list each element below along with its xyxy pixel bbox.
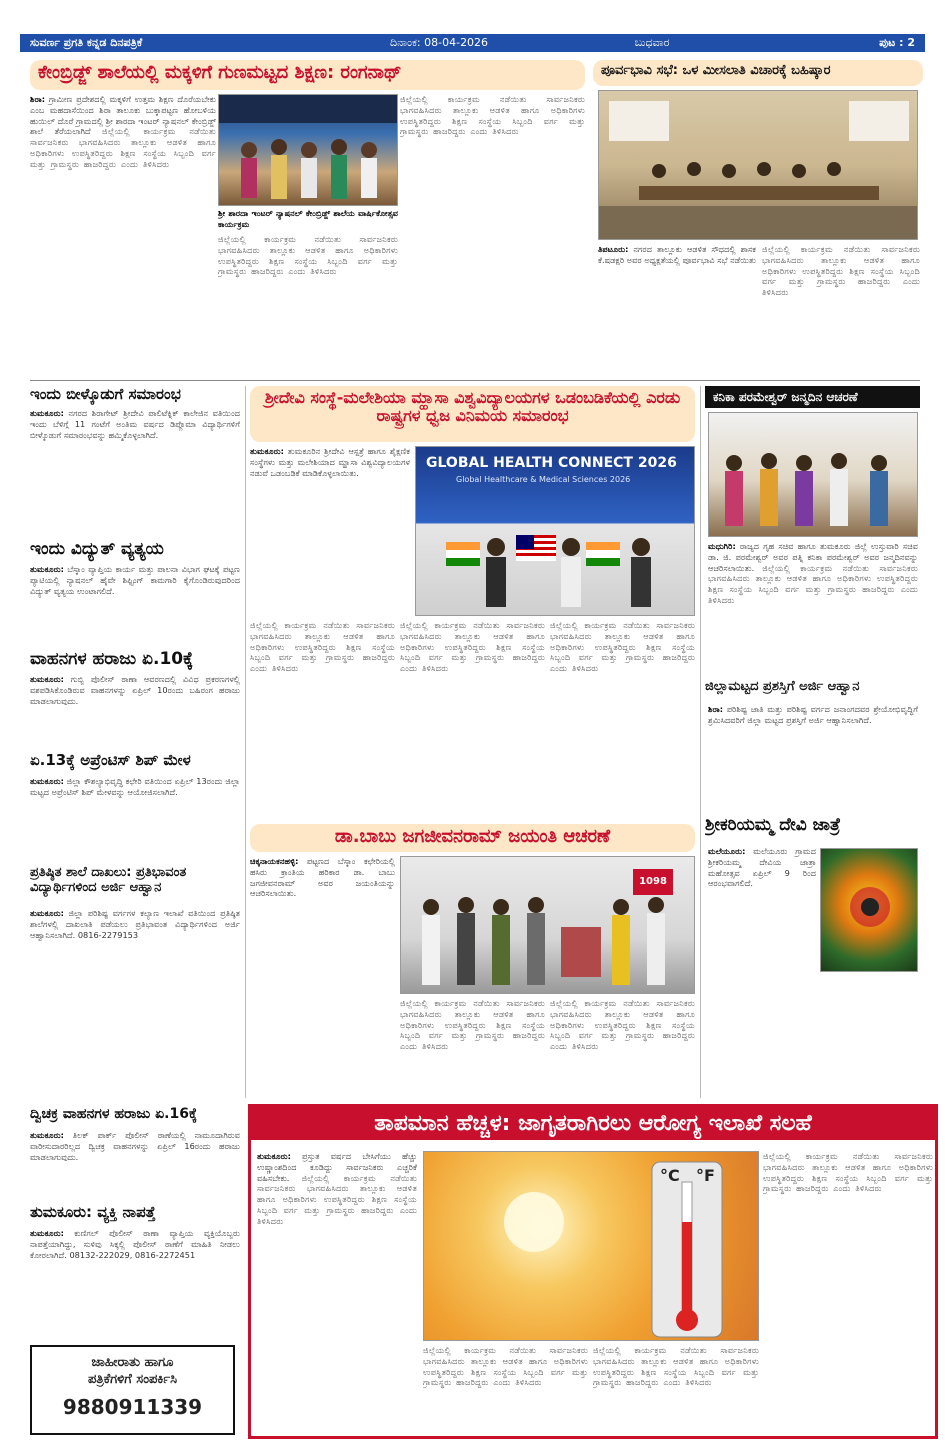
malaysia-body-col1 [250,446,410,616]
heat-photo [423,1151,759,1341]
kanika-headline-box [705,386,920,408]
shreekariyamma-body [708,846,816,1096]
malaysia-filler: ಜಿಲ್ಲೆಯಲ್ಲಿ ಕಾರ್ಯಕ್ರಮ ನಡೆಯಿತು ಸಾರ್ವಜನಿಕರು ಭಾಗವಹಿಸಿದರು ತಾಲ್ಲೂಕು ಆಡಳಿತ ಹಾಗೂ ಅಧಿಕಾರಿಗಳು ಉಪಸ್ಥಿತರಿದ್ದರು ಶಿಕ್ಷಣ ಸಂಸ್ಥೆಯ ಸಿಬ್ಬಂದಿ ವರ್ಗ ಮತ್ತು ಗ್ರಾಮಸ್ಥರು ಹಾಜರಿದ್ದರು ಎಂದು ತಿಳಿಸಿದರು [250,620,395,674]
naapatte-phone: 08132-222029, 0816-2272451 [69,1249,196,1260]
heat-body-col3 [593,1345,759,1433]
meeting-photo [598,90,918,240]
dwichakra-headline: ದ್ವಿಚಕ್ರ ವಾಹನಗಳ ಹರಾಜು ಏ.16ಕ್ಕೆ [30,1106,198,1122]
jilla-dateline: ಶಿರಾ: [708,704,723,714]
issue-date: ದಿನಾಂಕ: 08-04-2026 [390,36,489,49]
kanika-photo [708,412,918,537]
haraju-a-lead: ಗುಬ್ಬಿ ಪೊಲೀಸ್ ಠಾಣಾ ಆವರಣದಲ್ಲಿ ವಿವಿಧ ಪ್ರಕರಣಗಳಲ್ಲಿ ವಶಪಡಿಸಿಕೊಂಡಿರುವ ವಾಹನಗಳನ್ನು ಏಪ್ರಿಲ್ 10ರಂದು ಬಹಿರಂಗ ಹರಾಜು ಮಾಡಲಾಗುವುದು. [30,674,240,706]
dwichakra-lead: ತಿಲಕ್ ಪಾರ್ಕ್ ಪೊಲೀಸ್ ಠಾಣೆಯಲ್ಲಿ ನಾಮೂದಾಗಿರುವ ವಾರೀಸುದಾರರಿಲ್ಲದ ದ್ವಿಚಕ್ರ ವಾಹನಗಳನ್ನು ಏಪ್ರಿಲ್ 16ರಂದು ಹರಾಜು ಮಾಡಲಾಗುವುದು. [30,1130,240,1162]
haraju-a-body [30,674,240,748]
dwichakra-body [30,1130,240,1200]
jilla-headline-box [705,680,920,702]
malaysia-flag-icon [516,535,556,561]
poorvabhavi-filler: ಜಿಲ್ಲೆಯಲ್ಲಿ ಕಾರ್ಯಕ್ರಮ ನಡೆಯಿತು ಸಾರ್ವಜನಿಕರು ಭಾಗವಹಿಸಿದರು ತಾಲ್ಲೂಕು ಆಡಳಿತ ಹಾಗೂ ಅಧಿಕಾರಿಗಳು ಉಪಸ್ಥಿತರಿದ್ದರು ಶಿಕ್ಷಣ ಸಂಸ್ಥೆಯ ಸಿಬ್ಬಂದಿ ವರ್ಗ ಮತ್ತು ಗ್ರಾಮಸ್ಥರು ಹಾಜರಿದ್ದರು ಎಂದು ತಿಳಿಸಿದರು [762,244,920,298]
advert-phone: 9880911339 [62,1394,203,1419]
kanika-headline: ಕನಿಕಾ ಪರಮೇಶ್ವರ್ ಜನ್ಮದಿನ ಆಚರಣೆ [713,390,858,404]
malaysia-headline: ಶ್ರೀದೇವಿ ಸಂಸ್ಥೆ-ಮಲೇಶಿಯಾ ಮ್ಹಾಸಾ ವಿಶ್ವವಿದ್ಯಾಲಯಗಳ ಒಡಂಬಡಿಕೆಯಲ್ಲಿ ಎರಡು ರಾಷ್ಟ್ರಗಳ ಧ್ವಜ ವಿನಿಮಯ ಸಮಾರಂಭ [264,388,681,426]
column-rule-2 [700,386,701,1098]
heat-body-col4 [763,1151,933,1433]
malaysia-lead: ತುಮಕೂರಿನ ಶ್ರೀದೇವಿ ಆಸ್ಪತ್ರೆ ಹಾಗೂ ಶೈಕ್ಷಣಿಕ ಸಂಸ್ಥೆಗಳು ಮತ್ತು ಮಲೇಶಿಯಾದ ಮ್ಹಾಸಾ ವಿಶ್ವವಿದ್ಯಾಲಯಗಳ ನಡುವೆ ಒಡಂಬಡಿಕೆ ಮಾಡಿಕೊಳ್ಳಲಾಯಿತು. [250,446,410,478]
poorvabhavi-dateline: ತಿಪಟೂರು: [598,244,629,254]
haraju-a-dateline: ತುಮಕೂರು: [30,674,64,684]
advert-box [30,1345,235,1435]
pratishtita-phone: 0816-2279153 [77,929,139,940]
advert-line2: ಪತ್ರಿಕೆಗಳಿಗೆ ಸಂಪರ್ಕಿಸಿ [87,1371,178,1387]
shreekariyamma-headline-box [705,816,920,842]
jagjivan-body-col3 [550,998,695,1096]
beelkoodu-headline-box [30,386,240,406]
cambridge-body-col2 [400,94,585,374]
beelkoodu-dateline: ತುಮಕೂರು: [30,408,64,418]
deity-flower-illustration [821,849,918,972]
kanika-body [708,541,918,677]
mou-banner-sub: Global Healthcare & Medical Sciences 2026 [456,475,631,484]
naapatte-dateline: ತುಮಕೂರು: [30,1228,64,1238]
cambridge-filler: ಜಿಲ್ಲೆಯಲ್ಲಿ ಕಾರ್ಯಕ್ರಮ ನಡೆಯಿತು ಸಾರ್ವಜನಿಕರು ಭಾಗವಹಿಸಿದರು ತಾಲ್ಲೂಕು ಆಡಳಿತ ಹಾಗೂ ಅಧಿಕಾರಿಗಳು ಉಪಸ್ಥಿತರಿದ್ದರು ಶಿಕ್ಷಣ ಸಂಸ್ಥೆಯ ಸಿಬ್ಬಂದಿ ವರ್ಗ ಮತ್ತು ಗ್ರಾಮಸ್ಥರು ಹಾಜರಿದ್ದರು ಎಂದು ತಿಳಿಸಿದರು [30,126,216,169]
jilla-lead: ಪರಿಶಿಷ್ಟ ಜಾತಿ ಮತ್ತು ಪರಿಶಿಷ್ಟ ವರ್ಗದ ಜನಾಂಗದವರ ಶ್ರೇಯೋಭಿವೃದ್ಧಿಗೆ ಶ್ರಮಿಸಿದವರಿಗೆ ಜಿಲ್ಲಾ ಮಟ್ಟದ ಪ್ರಶಸ್ತಿಗೆ ಅರ್ಜಿ ಆಹ್ವಾನಿಸಲಾಗಿದೆ. [708,704,918,725]
weekday: ಬುಧವಾರ [634,36,670,49]
heat-filler-2: ಜಿಲ್ಲೆಯಲ್ಲಿ ಕಾರ್ಯಕ್ರಮ ನಡೆಯಿತು ಸಾರ್ವಜನಿಕರು ಭಾಗವಹಿಸಿದರು ತಾಲ್ಲೂಕು ಆಡಳಿತ ಹಾಗೂ ಅಧಿಕಾರಿಗಳು ಉಪಸ್ಥಿತರಿದ್ದರು ಶಿಕ್ಷಣ ಸಂಸ್ಥೆಯ ಸಿಬ್ಬಂದಿ ವರ್ಗ ಮತ್ತು ಗ್ರಾಮಸ್ಥರು ಹಾಜರಿದ್ದರು ಎಂದು ತಿಳಿಸಿದರು [423,1345,588,1388]
cambridge-lead: ಗ್ರಾಮೀಣ ಪ್ರದೇಶದಲ್ಲಿ ಮಕ್ಕಳಿಗೆ ಉತ್ತಮ ಶಿಕ್ಷಣ ದೊರೆಯಬೇಕು ಎಂಬ ಮಹದಾಸೆಯಿಂದ ಶಿರಾ ತಾಲೂಕು ಬುಕ್ಕಾಪಟ್ಟಣ ಹೋಬಳಿಯ ಹುಯಿಲ್ ದೊರೆ ಗ್ರಾಮದಲ್ಲಿ ಶ್ರೀ ಶಾರದಾ ಇಂಟರ್ ನ್ಯಾಷನಲ್ ಕೇಂಬ್ರಿಡ್ಜ್ ಶಾಲೆ ತೆರೆಯಲಾಗಿದೆ [30,94,216,137]
kanika-dateline: ಮಧುಗಿರಿ: [708,541,736,551]
column-rule [245,386,246,1098]
jagjivan-body-col1 [250,856,395,1096]
vidyut-dateline: ತುಮಕೂರು: [30,564,64,574]
cambridge-filler-2: ಜಿಲ್ಲೆಯಲ್ಲಿ ಕಾರ್ಯಕ್ರಮ ನಡೆಯಿತು ಸಾರ್ವಜನಿಕರು ಭಾಗವಹಿಸಿದರು ತಾಲ್ಲೂಕು ಆಡಳಿತ ಹಾಗೂ ಅಧಿಕಾರಿಗಳು ಉಪಸ್ಥಿತರಿದ್ದರು ಶಿಕ್ಷಣ ಸಂಸ್ಥೆಯ ಸಿಬ್ಬಂದಿ ವರ್ಗ ಮತ್ತು ಗ್ರಾಮಸ್ಥರು ಹಾಜರಿದ್ದರು ಎಂದು ತಿಳಿಸಿದರು [400,94,585,137]
malaysia-body-col2 [250,620,395,820]
cambridge-dateline: ಶಿರಾ: [30,94,45,104]
dwichakra-dateline: ತುಮಕೂರು: [30,1130,64,1140]
shreekariyamma-headline: ಶ್ರೀಕರಿಯಮ್ಮ ದೇವಿ ಜಾತ್ರೆ [705,816,841,835]
jilla-headline: ಜಿಲ್ಲಾಮಟ್ಟದ ಪ್ರಶಸ್ತಿಗೆ ಅರ್ಜಿ ಆಹ್ವಾನ [705,680,860,694]
haraju-a-headline: ವಾಹನಗಳ ಹರಾಜು ಏ.10ಕ್ಕೆ [30,650,194,669]
mou-banner-title: GLOBAL HEALTH CONNECT 2026 [426,455,677,471]
naapatte-body [30,1228,240,1338]
stage-people-illustration [219,95,398,206]
heat-body-col2 [423,1345,588,1433]
dwichakra-headline-box [30,1106,240,1128]
pratishtita-body [30,908,240,1104]
meeting-hall-illustration [599,91,918,240]
jagjivan-headline-band [250,824,695,852]
india-flag-icon-2 [586,542,620,566]
naapatte-headline-box [30,1204,240,1226]
pratishtita-dateline: ತುಮಕೂರು: [30,908,64,918]
jagjivan-photo [400,856,695,994]
naapatte-lead: ಕುಣಿಗಲ್ ಪೊಲೀಸ್ ಠಾಣಾ ವ್ಯಾಪ್ತಿಯ ವ್ಯಕ್ತಿಯೊಬ್ಬರು ನಾಪತ್ತೆಯಾಗಿದ್ದು, ಸುಳಿವು ಸಿಕ್ಕಲ್ಲಿ ಪೊಲೀಸ್ ಠಾಣೆಗೆ ಮಾಹಿತಿ ನೀಡಲು ಕೋರಲಾಗಿದೆ. [30,1228,240,1260]
cambridge-body-col3 [218,234,398,374]
vidyut-body [30,564,240,648]
cambridge-stage-photo [218,94,398,206]
vidyut-lead: ಬೆಸ್ಕಾಂ ವ್ಯಾಪ್ತಿಯ ಕಾರ್ಯ ಮತ್ತು ಪಾಲನಾ ವಿಭಾಗ ಘಟಕ್ಕೆ ಪಟ್ಟಣ ಪ್ಯಾಟಿಯಲ್ಲಿ ನ್ಯಾಷನಲ್ ಹೈವೇ ಶಿಫ್ಟಿಂಗ್ ಕಾಮಗಾರಿ ಕೈಗೊಂಡಿರುವುದರಿಂದ ವಿದ್ಯುತ್ ವ್ಯತ್ಯಯ ಉಂಟಾಗಲಿದೆ. [30,564,240,596]
deity-photo [820,848,918,972]
malaysia-filler-3: ಜಿಲ್ಲೆಯಲ್ಲಿ ಕಾರ್ಯಕ್ರಮ ನಡೆಯಿತು ಸಾರ್ವಜನಿಕರು ಭಾಗವಹಿಸಿದರು ತಾಲ್ಲೂಕು ಆಡಳಿತ ಹಾಗೂ ಅಧಿಕಾರಿಗಳು ಉಪಸ್ಥಿತರಿದ್ದರು ಶಿಕ್ಷಣ ಸಂಸ್ಥೆಯ ಸಿಬ್ಬಂದಿ ವರ್ಗ ಮತ್ತು ಗ್ರಾಮಸ್ಥರು ಹಾಜರಿದ್ದರು ಎಂದು ತಿಳಿಸಿದರು [550,620,695,674]
heat-headline: ತಾಪಮಾನ ಹೆಚ್ಚಳ: ಜಾಗೃತರಾಗಿರಲು ಆರೋಗ್ಯ ಇಲಾಖೆ ಸಲಹೆ [251,1107,935,1140]
beelkoodu-lead: ನಗರದ ಶಿರಾಗೇಟ್ ಶ್ರೀದೇವಿ ಪಾಲಿಟೆಕ್ನಿಕ್ ಕಾಲೇಜಿನ ವತಿಯಿಂದ ಇಂದು ಬೆಳಿಗ್ಗೆ 11 ಗಂಟೆಗೆ ಅಂತಿಮ ವರ್ಷದ ಡಿಪ್ಲೊಮಾ ವಿದ್ಯಾರ್ಥಿಗಳಿಗೆ ಬೀಳ್ಕೊಡುಗೆ ಸಮಾರಂಭವನ್ನು ಹಮ್ಮಿಕೊಳ್ಳಲಾಗಿದೆ. [30,408,240,440]
poorvabhavi-headline-band [593,60,923,86]
page-number: ಪುಟ : 2 [879,36,916,49]
jagjivan-dateline: ಚಿಕ್ಕನಾಯಕನಹಳ್ಳಿ: [250,856,299,866]
heat-filler-3: ಜಿಲ್ಲೆಯಲ್ಲಿ ಕಾರ್ಯಕ್ರಮ ನಡೆಯಿತು ಸಾರ್ವಜನಿಕರು ಭಾಗವಹಿಸಿದರು ತಾಲ್ಲೂಕು ಆಡಳಿತ ಹಾಗೂ ಅಧಿಕಾರಿಗಳು ಉಪಸ್ಥಿತರಿದ್ದರು ಶಿಕ್ಷಣ ಸಂಸ್ಥೆಯ ಸಿಬ್ಬಂದಿ ವರ್ಗ ಮತ್ತು ಗ್ರಾಮಸ್ಥರು ಹಾಜರಿದ್ದರು ಎಂದು ತಿಳಿಸಿದರು [593,1345,759,1388]
thermo-f-label: °F [696,1166,715,1185]
jagjivan-lead: ಪಟ್ಟಣದ ಬೆಸ್ಕಾಂ ಕಛೇರಿಯಲ್ಲಿ ಹಸಿರು ಕ್ರಾಂತಿಯ ಹರಿಕಾರ ಡಾ. ಬಾಬು ಜಗಜೀವನರಾಮ್ ಅವರ ಜಯಂತಿಯನ್ನು ಆಚರಿಸಲಾಯಿತು. [250,856,395,899]
apprentice-body [30,776,240,864]
india-flag-icon [446,542,480,566]
kanika-filler: ಜಿಲ್ಲೆಯಲ್ಲಿ ಕಾರ್ಯಕ್ರಮ ನಡೆಯಿತು ಸಾರ್ವಜನಿಕರು ಭಾಗವಹಿಸಿದರು ತಾಲ್ಲೂಕು ಆಡಳಿತ ಹಾಗೂ ಅಧಿಕಾರಿಗಳು ಉಪಸ್ಥಿತರಿದ್ದರು ಶಿಕ್ಷಣ ಸಂಸ್ಥೆಯ ಸಿಬ್ಬಂದಿ ವರ್ಗ ಮತ್ತು ಗ್ರಾಮಸ್ಥರು ಹಾಜರಿದ್ದರು ಎಂದು ತಿಳಿಸಿದರು [708,562,918,606]
cambridge-headline: ಕೇಂಬ್ರಿಡ್ಜ್ ಶಾಲೆಯಲ್ಲಿ ಮಕ್ಕಳಿಗೆ ಗುಣಮಟ್ಟದ ಶಿಕ್ಷಣ: ರಂಗನಾಥ್ [38,62,402,83]
masthead [20,34,925,52]
malaysia-filler-2: ಜಿಲ್ಲೆಯಲ್ಲಿ ಕಾರ್ಯಕ್ರಮ ನಡೆಯಿತು ಸಾರ್ವಜನಿಕರು ಭಾಗವಹಿಸಿದರು ತಾಲ್ಲೂಕು ಆಡಳಿತ ಹಾಗೂ ಅಧಿಕಾರಿಗಳು ಉಪಸ್ಥಿತರಿದ್ದರು ಶಿಕ್ಷಣ ಸಂಸ್ಥೆಯ ಸಿಬ್ಬಂದಿ ವರ್ಗ ಮತ್ತು ಗ್ರಾಮಸ್ಥರು ಹಾಜರಿದ್ದರು ಎಂದು ತಿಳಿಸಿದರು [400,620,545,674]
heat-body-col1 [257,1151,417,1433]
heat-filler: ಜಿಲ್ಲೆಯಲ್ಲಿ ಕಾರ್ಯಕ್ರಮ ನಡೆಯಿತು ಸಾರ್ವಜನಿಕರು ಭಾಗವಹಿಸಿದರು ತಾಲ್ಲೂಕು ಆಡಳಿತ ಹಾಗೂ ಅಧಿಕಾರಿಗಳು ಉಪಸ್ಥಿತರಿದ್ದರು ಶಿಕ್ಷಣ ಸಂಸ್ಥೆಯ ಸಿಬ್ಬಂದಿ ವರ್ಗ ಮತ್ತು ಗ್ರಾಮಸ್ಥರು ಹಾಜರಿದ್ದರು ಎಂದು ತಿಳಿಸಿದರು [257,1172,417,1226]
heat-advisory-box [248,1104,938,1439]
apprentice-lead: ಜಿಲ್ಲಾ ಕೌಶಲ್ಯಾಭಿವೃದ್ಧಿ ಕಛೇರಿ ವತಿಯಿಂದ ಏಪ್ರಿಲ್ 13ರಂದು ಜಿಲ್ಲಾ ಮಟ್ಟದ ಅಪ್ರೆಂಟಿಸ್ ಶಿಪ್ ಮೇಳವನ್ನು ಆಯೋಜಿಸಲಾಗಿದೆ. [30,776,240,797]
heat-filler-4: ಜಿಲ್ಲೆಯಲ್ಲಿ ಕಾರ್ಯಕ್ರಮ ನಡೆಯಿತು ಸಾರ್ವಜನಿಕರು ಭಾಗವಹಿಸಿದರು ತಾಲ್ಲೂಕು ಆಡಳಿತ ಹಾಗೂ ಅಧಿಕಾರಿಗಳು ಉಪಸ್ಥಿತರಿದ್ದರು ಶಿಕ್ಷಣ ಸಂಸ್ಥೆಯ ಸಿಬ್ಬಂದಿ ವರ್ಗ ಮತ್ತು ಗ್ರಾಮಸ್ಥರು ಹಾಜರಿದ್ದರು ಎಂದು ತಿಳಿಸಿದರು [763,1151,933,1194]
jagjivan-headline: ಡಾ.ಬಾಬು ಜಗಜೀವನರಾಮ್ ಜಯಂತಿ ಆಚರಣೆ [334,826,611,847]
paper-name: ಸುವರ್ಣ ಪ್ರಗತಿ ಕನ್ನಡ ದಿನಪತ್ರಿಕೆ [30,36,143,49]
shreekariyamma-lead: ಮಲೆಯೂರು ಗ್ರಾಮದ ಶ್ರೀಕರಿಯಮ್ಮ ದೇವಿಯ ಜಾತ್ರಾ ಮಹೋತ್ಸವ ಏಪ್ರಿಲ್ 9 ರಿಂದ ಆರಂಭವಾಗಲಿದೆ. [708,846,816,889]
cambridge-filler-3: ಜಿಲ್ಲೆಯಲ್ಲಿ ಕಾರ್ಯಕ್ರಮ ನಡೆಯಿತು ಸಾರ್ವಜನಿಕರು ಭಾಗವಹಿಸಿದರು ತಾಲ್ಲೂಕು ಆಡಳಿತ ಹಾಗೂ ಅಧಿಕಾರಿಗಳು ಉಪಸ್ಥಿತರಿದ್ದರು ಶಿಕ್ಷಣ ಸಂಸ್ಥೆಯ ಸಿಬ್ಬಂದಿ ವರ್ಗ ಮತ್ತು ಗ್ರಾಮಸ್ಥರು ಹಾಜರಿದ್ದರು ಎಂದು ತಿಳಿಸಿದರು [218,234,398,277]
poorvabhavi-lead: ನಗರದ ತಾಲ್ಲೂಕು ಆಡಳಿತ ಸೌಧದಲ್ಲಿ ಶಾಸಕ ಕೆ.ಷಡಕ್ಷರಿ ಅವರ ಅಧ್ಯಕ್ಷತೆಯಲ್ಲಿ ಪೂರ್ವಭಾವಿ ಸಭೆ ನಡೆಯಿತು [598,244,756,265]
jagjivan-filler: ಜಿಲ್ಲೆಯಲ್ಲಿ ಕಾರ್ಯಕ್ರಮ ನಡೆಯಿತು ಸಾರ್ವಜನಿಕರು ಭಾಗವಹಿಸಿದರು ತಾಲ್ಲೂಕು ಆಡಳಿತ ಹಾಗೂ ಅಧಿಕಾರಿಗಳು ಉಪಸ್ಥಿತರಿದ್ದರು ಶಿಕ್ಷಣ ಸಂಸ್ಥೆಯ ಸಿಬ್ಬಂದಿ ವರ್ಗ ಮತ್ತು ಗ್ರಾಮಸ್ಥರು ಹಾಜರಿದ್ದರು ಎಂದು ತಿಳಿಸಿದರು [400,998,545,1052]
malaysia-body-col4 [550,620,695,820]
heat-lead: ಪ್ರಸ್ತುತ ವರ್ಷದ ಬೇಸಿಗೆಯು ಹೆಚ್ಚು ಉಷ್ಣಾಂಶದಿಂದ ಕೂಡಿದ್ದು ಸಾರ್ವಜನಿಕರು ಎಚ್ಚರಿಕೆ ವಹಿಸಬೇಕು. [257,1151,417,1183]
malaysia-body-col3 [400,620,545,820]
pratishtita-headline-box [30,866,240,906]
poorvabhavi-body-col2 [762,244,920,376]
vidyut-headline: ಇಂದು ವಿದ್ಯುತ್ ವ್ಯತ್ಯಯ [30,540,164,559]
shreekariyamma-dateline: ಮಲೆಯೂರು: [708,846,746,856]
advert-line1: ಜಾಹೀರಾತು ಹಾಗೂ [91,1355,174,1370]
divider [30,380,920,381]
cambridge-body-col1 [30,94,216,374]
malaysia-headline-band [250,386,695,442]
jagjivan-filler-2: ಜಿಲ್ಲೆಯಲ್ಲಿ ಕಾರ್ಯಕ್ರಮ ನಡೆಯಿತು ಸಾರ್ವಜನಿಕರು ಭಾಗವಹಿಸಿದರು ತಾಲ್ಲೂಕು ಆಡಳಿತ ಹಾಗೂ ಅಧಿಕಾರಿಗಳು ಉಪಸ್ಥಿತರಿದ್ದರು ಶಿಕ್ಷಣ ಸಂಸ್ಥೆಯ ಸಿಬ್ಬಂದಿ ವರ್ಗ ಮತ್ತು ಗ್ರಾಮಸ್ಥರು ಹಾಜರಿದ್ದರು ಎಂದು ತಿಳಿಸಿದರು [550,998,695,1052]
haraju-a-headline-box [30,650,240,672]
helpline-sign: 1098 [633,869,673,895]
kanika-lead: ರಾಜ್ಯದ ಗೃಹ ಸಚಿವ ಹಾಗೂ ತುಮಕೂರು ಜಿಲ್ಲೆ ಉಸ್ತುವಾರಿ ಸಚಿವ ಡಾ. ಜಿ. ಪರಮೇಶ್ವರ್ ಅವರ ಪತ್ನಿ ಕನಿಕಾ ಪರಮೇಶ್ವರ್ ಅವರ ಜನ್ಮದಿನವನ್ನು ಆಚರಿಸಲಾಯಿತು. [708,541,918,573]
apprentice-headline-box [30,752,240,774]
poorvabhavi-body-col1 [598,244,756,376]
beelkoodu-body [30,408,240,536]
celebration-illustration [709,413,918,537]
thermo-c-label: °C [660,1166,680,1185]
apprentice-headline: ಏ.13ಕ್ಕೆ ಅಪ್ರೆಂಟಿಸ್ ಶಿಪ್ ಮೇಳ [30,752,191,769]
apprentice-dateline: ತುಮಕೂರು: [30,776,64,786]
poorvabhavi-headline: ಪೂರ್ವಭಾವಿ ಸಭೆ: ಒಳ ಮೀಸಲಾತಿ ವಿಚಾರಕ್ಕೆ ಬಹಿಷ್ಕಾರ [601,63,831,78]
vidyut-headline-box [30,540,240,562]
cambridge-photo-caption: ಶ್ರೀ ಶಾರದಾ ಇಂಟರ್ ನ್ಯಾಷನಲ್ ಕೇಂಬ್ರಿಡ್ಜ್ ಶಾಲೆಯ ವಾರ್ಷಿಕೋತ್ಸವ ಕಾರ್ಯಕ್ರಮ [218,208,398,229]
beelkoodu-headline: ಇಂದು ಬೀಳ್ಕೊಡುಗೆ ಸಮಾರಂಭ [30,386,181,403]
flag-exchange-illustration [416,447,695,616]
mou-photo [415,446,695,616]
jilla-body [708,704,918,812]
heat-dateline: ತುಮಕೂರು: [257,1151,291,1161]
jagjivan-body-col2 [400,998,545,1096]
naapatte-headline: ತುಮಕೂರು: ವ್ಯಕ್ತಿ ನಾಪತ್ತೆ [30,1204,156,1221]
pratishtita-headline: ಪ್ರತಿಷ್ಠಿತ ಶಾಲೆ ದಾಖಲು: ಪ್ರತಿಭಾವಂತ ವಿದ್ಯಾರ್ಥಿಗಳಿಂದ ಅರ್ಜಿ ಆಹ್ವಾನ [30,866,187,895]
pratishtita-lead: ಜಿಲ್ಲಾ ಪರಿಶಿಷ್ಟ ವರ್ಗಗಳ ಕಲ್ಯಾಣ ಇಲಾಖೆ ವತಿಯಿಂದ ಪ್ರತಿಷ್ಠಿತ ಶಾಲೆಗಳಲ್ಲಿ ದಾಖಲಾತಿ ಪಡೆಯಲು ಪ್ರತಿಭಾವಂತ ವಿದ್ಯಾರ್ಥಿಗಳಿಂದ ಅರ್ಜಿ ಆಹ್ವಾನಿಸಲಾಗಿದೆ. [30,908,240,940]
malaysia-dateline: ತುಮಕೂರು: [250,446,284,456]
cambridge-headline-band [30,60,585,90]
